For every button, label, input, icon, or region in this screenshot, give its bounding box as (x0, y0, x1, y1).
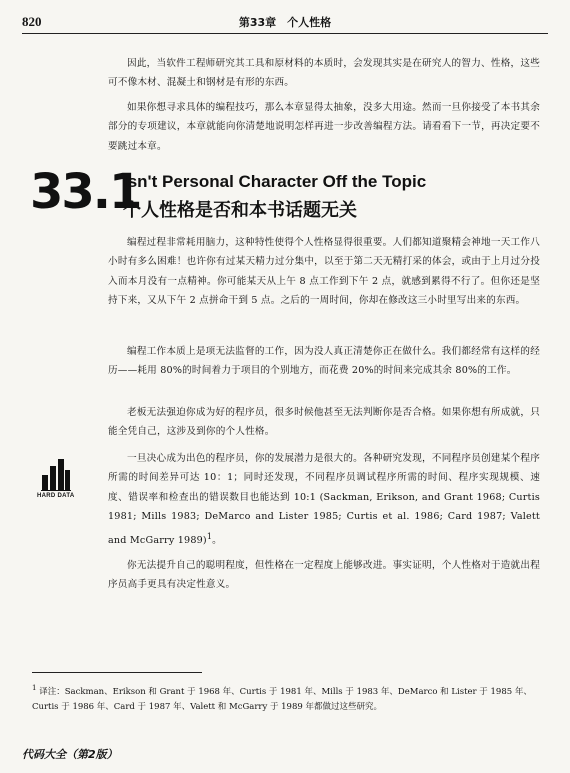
chapter-title: 第33章 个人性格 (238, 16, 332, 29)
body-paragraph-4-end: 。 (212, 534, 222, 546)
body-paragraph-2: 编程工作本质上是项无法监督的工作，因为没人真正清楚你正在做什么。我们都经常有这样的经历——耗用 80%的时间着力于项目的个别地方，而花费 20%的时间来完成其余 80%的工作。 (108, 346, 540, 377)
footnote-rule (32, 672, 202, 673)
body-paragraph-4-text: 一旦决心成为出色的程序员，你的发展潜力是很大的。各种研究发现，不同程序员创建某个程序所需的时间差异可达 10：1；同时还发现，不同程序员调试程序所需的时间、程序实现规模、速度、错误率和检查出的错误数目也能达到 10:1 (Sackman, Erikson, and Grant 1968; Curtis 1981; Mills 1983; DeMarco and Lister 1985; Curtis et al. 1986; Card 1987; Valett and McGarry 1989) (108, 453, 540, 546)
section-title-english: Isn't Personal Character Off the Topic (123, 172, 427, 191)
intro-paragraph-1: 因此，当软件工程师研究其工具和原材料的本质时，会发现其实是在研究人的智力、性格，这些可不像木材、混凝土和钢材是有形的东西。 (108, 58, 540, 89)
footnote-reference: 1 (206, 531, 213, 541)
footnote-text: 译注：Sackman、Erikson 和 Grant 于 1968 年、Curtis 于 1981 年、Mills 于 1983 年、DeMarco 和 Lister 于 1985 年、Curtis 于 1986 年、Card 于 1987 年、Valett 和 McGarry 于 1989 年都做过这些研究。 (32, 686, 532, 712)
body-paragraph-3: 老板无法强迫你成为好的程序员，很多时候他甚至无法判断你是否合格。如果你想有所成就，只能全凭自己，这涉及到你的个人性格。 (108, 407, 540, 438)
footnote-marker: 1 (32, 683, 37, 692)
bar-chart-icon (41, 457, 71, 491)
section-title-chinese: 个人性格是否和本书话题无关 (123, 200, 357, 221)
body-paragraph-1: 编程过程非常耗用脑力，这种特性使得个人性格显得很重要。人们都知道聚精会神地一天工作八小时有多么困难！也许你有过某天精力过分集中，以至于第二天无精打采的体会，或由于上月过分投入而本月没有一点精神。你可能某天从上午 8 点工作到下午 2 点，就感到累得不行了。但你还是坚持下来，又从下午 2 点拼命干到 5 点。之后的一周时间，你却在修改这三小时里写出来的东西。 (108, 237, 540, 307)
book-title: 代码大全（第2版） (22, 748, 118, 761)
running-header (22, 14, 548, 34)
header-rule (22, 33, 548, 34)
hard-data-label: HARD DATA (37, 493, 75, 499)
intro-paragraph-2: 如果你想寻求具体的编程技巧，那么本章显得太抽象，没多大用途。然而一旦你接受了本书其余部分的专项建议，本章就能向你清楚地说明怎样再进一步改善编程方法。请看看下一节，再决定要不要跳过本章。 (108, 102, 540, 152)
footnote (32, 680, 532, 715)
body-paragraph-4 (108, 449, 540, 550)
body-paragraph-5: 你无法提升自己的聪明程度，但性格在一定程度上能够改进。事实证明，个人性格对于造就出程序员高手更具有决定性意义。 (108, 560, 540, 591)
page-number: 820 (22, 14, 42, 29)
section-number: 33.1 (30, 164, 141, 220)
